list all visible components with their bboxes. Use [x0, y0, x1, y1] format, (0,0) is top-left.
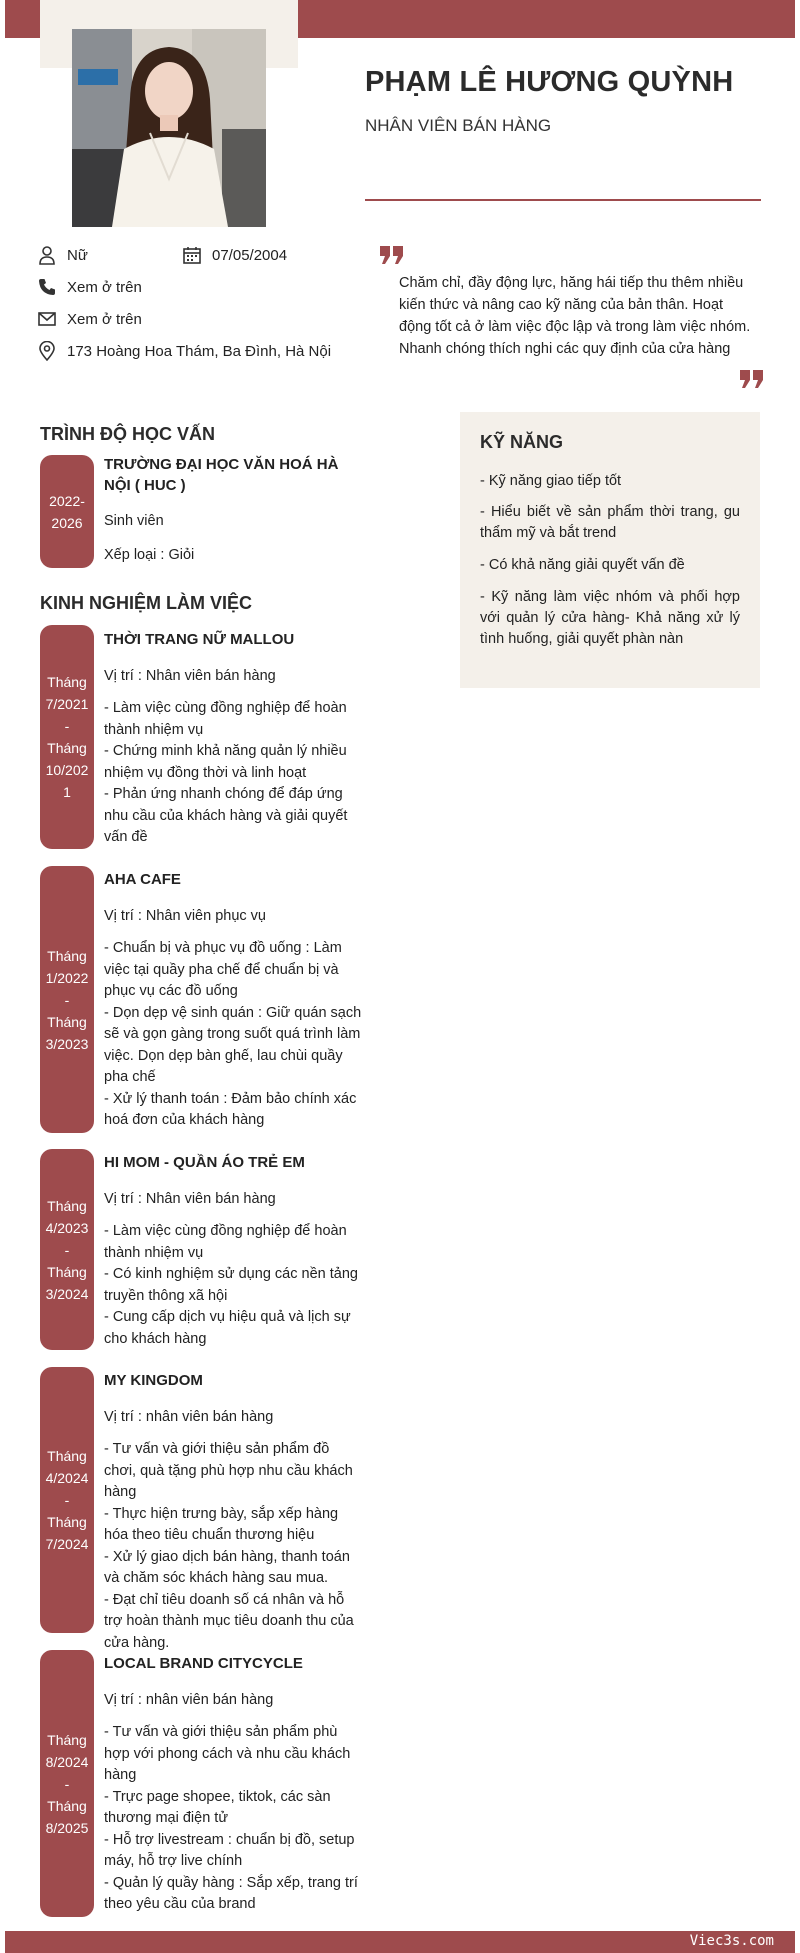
- phone-info: [37, 277, 142, 297]
- gender-info: [37, 245, 88, 265]
- title-divider: [365, 199, 761, 201]
- experience-details: - Chuẩn bị và phục vụ đồ uống : Làm việc tại quầy pha chế để chuẩn bị và phục vụ các đồ uống - Dọn dẹp vệ sinh quán : Giữ quán sạch sẽ và gọn gàng trong suốt quá trình làm việc. Dọn dẹp bàn ghế, lau chùi quầy pha chế - Xử lý thanh toán : Đảm bảo chính xác hoá đơn của khách hàng: [104, 940, 362, 1128]
- career-summary: Chăm chỉ, đầy động lực, hăng hái tiếp thu thêm nhiều kiến thức và nâng cao kỹ năng của bản thân. Hoạt động tốt cả ở làm việc độc lập và trong làm việc nhóm. Nhanh chóng thích nghi các quy định của cửa hàng: [399, 275, 751, 357]
- email-value: Xem ở trên: [67, 310, 142, 328]
- profile-photo: [72, 29, 266, 227]
- experience-section-title: KINH NGHIỆM LÀM VIỆC: [40, 593, 253, 613]
- address-info: [37, 341, 331, 361]
- education-status: Sinh viên: [104, 513, 164, 529]
- skills-section-title: KỸ NĂNG: [480, 432, 564, 452]
- experience-period: [40, 1650, 94, 1917]
- person-icon: [37, 245, 57, 265]
- experience-company: AHA CAFE: [104, 871, 181, 888]
- bottom-accent-bar: [5, 1931, 795, 1953]
- experience-period-text: Tháng 4/2024 - Tháng 7/2024: [45, 1448, 89, 1552]
- experience-period: [40, 866, 94, 1133]
- experience-details: - Tư vấn và giới thiệu sản phẩm phù hợp với phong cách và nhu cầu khách hàng - Trực page shopee, tiktok, các sàn thương mại điện tử - Hỗ trợ livestream : chuẩn bị đồ, setup máy, hỗ trợ live chính - Quản lý quầy hàng : Sắp xếp, trang trí theo yêu cầu của brand: [104, 1724, 358, 1912]
- education-period-text: 2022-2026: [49, 492, 85, 531]
- experience-details: - Làm việc cùng đồng nghiệp để hoàn thành nhiệm vụ - Có kinh nghiệm sử dụng các nền tảng truyền thông xã hội - Cung cấp dịch vụ hiệu quả và lịch sự cho khách hàng: [104, 1223, 358, 1347]
- mail-icon: [37, 309, 57, 329]
- education-school: TRƯỜNG ĐẠI HỌC VĂN HOÁ HÀ NỘI ( HUC ): [104, 456, 339, 494]
- experience-position: Vị trí : nhân viên bán hàng: [104, 1409, 274, 1425]
- experience-period: [40, 1149, 94, 1350]
- education-period: [40, 455, 94, 568]
- experience-period-text: Tháng 8/2024 - Tháng 8/2025: [45, 1731, 89, 1836]
- quote-close-icon: [740, 370, 764, 393]
- calendar-icon: [182, 245, 202, 265]
- quote-open-icon: [380, 246, 404, 269]
- skill-item: - Hiểu biết về sản phẩm thời trang, gu thẩm mỹ và bắt trend: [480, 504, 740, 541]
- phone-icon: [37, 277, 57, 297]
- birthday-value: 07/05/2004: [212, 246, 288, 264]
- email-info: [37, 309, 142, 329]
- experience-period-text: Tháng 1/2022 - Tháng 3/2023: [45, 947, 89, 1052]
- site-watermark: Viec3s.com: [689, 1933, 774, 1949]
- experience-period: [40, 1367, 94, 1633]
- experience-period-text: Tháng 7/2021- Tháng10/2021: [45, 674, 89, 800]
- skill-item: - Có khả năng giải quyết vấn đề: [480, 557, 685, 573]
- experience-company: LOCAL BRAND CITYCYCLE: [104, 1655, 303, 1672]
- candidate-name: PHẠM LÊ HƯƠNG QUỲNH: [365, 66, 734, 98]
- experience-company: MY KINGDOM: [104, 1372, 203, 1389]
- location-pin-icon: [37, 341, 57, 361]
- experience-position: Vị trí : Nhân viên phục vụ: [104, 908, 266, 924]
- experience-period: [40, 625, 94, 849]
- experience-details: - Làm việc cùng đồng nghiệp để hoàn thành nhiệm vụ - Chứng minh khả năng quản lý nhiều nhiệm vụ đồng thời và linh hoạt - Phản ứng nhanh chóng để đáp ứng nhu cầu của khách hàng và giải quyết vấn đề: [104, 700, 348, 845]
- experience-period-text: Tháng 4/2023- Tháng 3/2024: [45, 1197, 89, 1302]
- experience-position: Vị trí : Nhân viên bán hàng: [104, 668, 276, 684]
- education-section-title: TRÌNH ĐỘ HỌC VẤN: [40, 424, 215, 444]
- experience-details: - Tư vấn và giới thiệu sản phẩm đồ chơi, quà tặng phù hợp nhu cầu khách hàng - Thực hiện trưng bày, sắp xếp hàng hóa theo tiêu chuẩn thương hiệu - Xử lý giao dịch bán hàng, thanh toán và chăm sóc khách hàng sau mua. - Đạt chỉ tiêu doanh số cá nhân và hỗ trợ hoàn thành mục tiêu doanh thu của cửa hàng.: [104, 1441, 354, 1651]
- skill-item: - Kỹ năng giao tiếp tốt: [480, 473, 622, 489]
- experience-company: THỜI TRANG NỮ MALLOU: [104, 631, 295, 648]
- skill-item: - Kỹ năng làm việc nhóm và phối hợp với quản lý cửa hàng- Khả năng xử lý tình huống, giải quyết phàn nàn: [480, 589, 740, 647]
- address-value: 173 Hoàng Hoa Thám, Ba Đình, Hà Nội: [67, 342, 332, 360]
- experience-position: Vị trí : Nhân viên bán hàng: [104, 1191, 276, 1207]
- experience-company: HI MOM - QUẦN ÁO TRẺ EM: [104, 1154, 305, 1171]
- gender-value: Nữ: [67, 246, 88, 264]
- birthday-info: [182, 245, 287, 265]
- phone-value: Xem ở trên: [67, 278, 142, 296]
- candidate-job-title: NHÂN VIÊN BÁN HÀNG: [365, 116, 552, 135]
- experience-position: Vị trí : nhân viên bán hàng: [104, 1692, 274, 1708]
- education-grade: Xếp loại : Giỏi: [104, 547, 195, 563]
